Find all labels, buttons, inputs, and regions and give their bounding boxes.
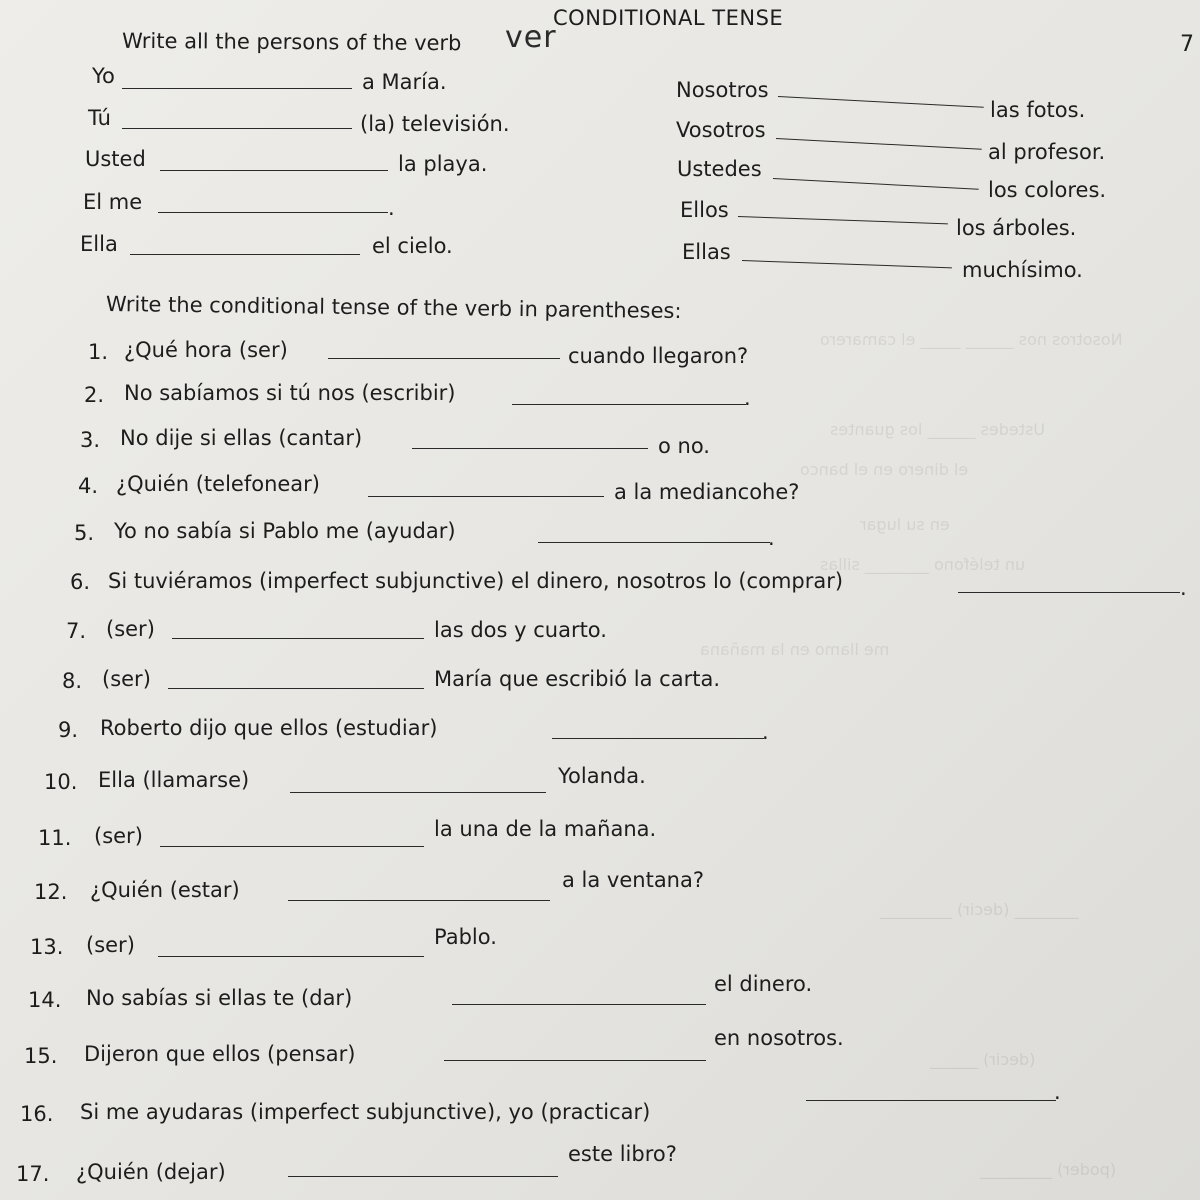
item-prompt: Ella (llamarse) <box>98 768 250 792</box>
phrase-ending: la playa. <box>398 152 488 176</box>
item-ending: a la ventana? <box>562 868 705 892</box>
answer-blank[interactable] <box>122 88 352 89</box>
item-number: 10. <box>44 770 78 794</box>
subject-label: El me <box>83 190 143 214</box>
phrase-ending: el cielo. <box>372 234 453 258</box>
bleed-through-text: Nosotros nos ______ _____ el camarero <box>820 330 1123 349</box>
item-prompt: (ser) <box>106 617 155 641</box>
answer-blank[interactable] <box>806 1100 1056 1101</box>
item-prompt: ¿Qué hora (ser) <box>124 338 288 362</box>
answer-blank[interactable] <box>172 638 424 639</box>
item-number: 15. <box>24 1044 58 1068</box>
part2-instruction: Write the conditional tense of the verb in parentheses: <box>105 292 682 324</box>
item-number: 1. <box>88 340 109 364</box>
item-number: 16. <box>20 1102 54 1126</box>
answer-blank[interactable] <box>160 846 424 847</box>
bleed-through-text: en su lugar <box>860 515 950 534</box>
answer-blank[interactable] <box>288 1176 558 1177</box>
page-number: 7 <box>1180 32 1194 57</box>
item-ending: . <box>744 386 751 410</box>
subject-label: Ellas <box>682 240 731 264</box>
phrase-ending: al profesor. <box>988 140 1106 164</box>
answer-blank[interactable] <box>444 1060 706 1061</box>
item-number: 13. <box>30 935 64 959</box>
item-ending: . <box>1180 576 1187 600</box>
phrase-ending: los árboles. <box>956 216 1077 240</box>
answer-blank[interactable] <box>290 792 546 793</box>
item-ending: Pablo. <box>434 925 497 949</box>
item-number: 5. <box>74 521 95 545</box>
item-ending: Yolanda. <box>558 764 646 788</box>
bleed-through-text: Ustedes ______ los guantes <box>830 420 1046 439</box>
subject-label: Vosotros <box>676 118 766 142</box>
answer-blank[interactable] <box>958 592 1180 593</box>
item-number: 17. <box>16 1162 50 1186</box>
part1-instruction: Write all the persons of the verb <box>121 28 462 56</box>
bleed-through-text: me llamo en la mañana <box>700 640 890 659</box>
item-number: 11. <box>38 826 72 850</box>
answer-blank[interactable] <box>538 542 770 543</box>
phrase-ending: (la) televisión. <box>360 112 510 136</box>
answer-blank[interactable] <box>122 128 352 129</box>
item-ending: este libro? <box>568 1142 677 1166</box>
answer-blank[interactable] <box>130 254 360 255</box>
item-prompt: No sabíamos si tú nos (escribir) <box>124 381 456 405</box>
answer-blank[interactable] <box>552 738 764 739</box>
answer-blank[interactable] <box>328 358 560 359</box>
phrase-ending: las fotos. <box>990 98 1086 122</box>
item-ending: en nosotros. <box>714 1026 844 1050</box>
answer-blank[interactable] <box>452 1004 706 1005</box>
handwritten-verb: ver <box>505 20 557 55</box>
item-prompt: (ser) <box>94 824 143 848</box>
subject-label: Usted <box>85 147 146 171</box>
item-prompt: Si tuviéramos (imperfect subjunctive) el dinero, nosotros lo (comprar) <box>108 569 844 593</box>
item-prompt: No dije si ellas (cantar) <box>120 426 363 450</box>
answer-blank[interactable] <box>738 216 948 224</box>
item-ending: María que escribió la carta. <box>434 667 721 691</box>
answer-blank[interactable] <box>160 170 388 171</box>
subject-label: Tú <box>88 106 111 130</box>
bleed-through-text: (decir) ______ <box>930 1050 1036 1069</box>
item-number: 7. <box>66 619 87 643</box>
bleed-through-text: ________ (decir) _________ <box>880 900 1079 919</box>
item-number: 4. <box>78 474 99 498</box>
bleed-through-text: el dinero en el banco <box>800 460 969 479</box>
bleed-through-text: un teléfono ________ sillas <box>820 555 1026 574</box>
item-ending: . <box>762 720 769 744</box>
item-ending: el dinero. <box>714 972 813 996</box>
subject-label: Ella <box>80 232 118 256</box>
item-number: 12. <box>34 880 68 904</box>
item-prompt: Roberto dijo que ellos (estudiar) <box>100 716 438 740</box>
item-number: 3. <box>80 428 101 452</box>
answer-blank[interactable] <box>288 900 550 901</box>
item-prompt: (ser) <box>86 933 135 957</box>
answer-blank[interactable] <box>776 138 982 150</box>
answer-blank[interactable] <box>412 448 648 449</box>
item-prompt: Si me ayudaras (imperfect subjunctive), yo (practicar) <box>80 1100 651 1124</box>
item-ending: o no. <box>658 434 710 458</box>
answer-blank[interactable] <box>368 496 604 497</box>
phrase-ending: a María. <box>362 70 447 94</box>
item-prompt: Yo no sabía si Pablo me (ayudar) <box>114 519 456 543</box>
item-ending: . <box>1054 1080 1061 1104</box>
subject-label: Yo <box>92 64 115 88</box>
page-title: CONDITIONAL TENSE <box>553 6 784 30</box>
answer-blank[interactable] <box>742 260 952 268</box>
answer-blank[interactable] <box>158 956 424 957</box>
item-prompt: Dijeron que ellos (pensar) <box>84 1042 356 1066</box>
item-ending: . <box>768 526 775 550</box>
item-ending: cuando llegaron? <box>568 344 749 368</box>
answer-blank[interactable] <box>512 404 746 405</box>
item-number: 9. <box>58 718 79 742</box>
item-prompt: (ser) <box>102 667 151 691</box>
item-ending: a la mediancohe? <box>614 480 800 504</box>
item-prompt: ¿Quién (estar) <box>90 878 240 902</box>
item-prompt: ¿Quién (dejar) <box>76 1160 226 1184</box>
answer-blank[interactable] <box>773 178 979 190</box>
item-number: 2. <box>84 383 105 407</box>
answer-blank[interactable] <box>778 96 984 108</box>
item-prompt: No sabías si ellas te (dar) <box>86 986 353 1010</box>
answer-blank[interactable] <box>158 212 388 213</box>
phrase-ending: muchísimo. <box>962 258 1083 282</box>
phrase-ending: . <box>388 196 395 220</box>
item-number: 8. <box>62 669 83 693</box>
item-prompt: ¿Quién (telefonear) <box>116 472 320 496</box>
answer-blank[interactable] <box>168 688 424 689</box>
item-number: 6. <box>70 570 91 594</box>
item-number: 14. <box>28 988 62 1012</box>
subject-label: Ellos <box>680 198 729 222</box>
subject-label: Ustedes <box>677 157 762 181</box>
item-ending: las dos y cuarto. <box>434 618 607 642</box>
phrase-ending: los colores. <box>988 178 1107 202</box>
subject-label: Nosotros <box>676 78 769 102</box>
item-ending: la una de la mañana. <box>434 817 657 841</box>
bleed-through-text: (poder) _________ <box>980 1160 1117 1179</box>
